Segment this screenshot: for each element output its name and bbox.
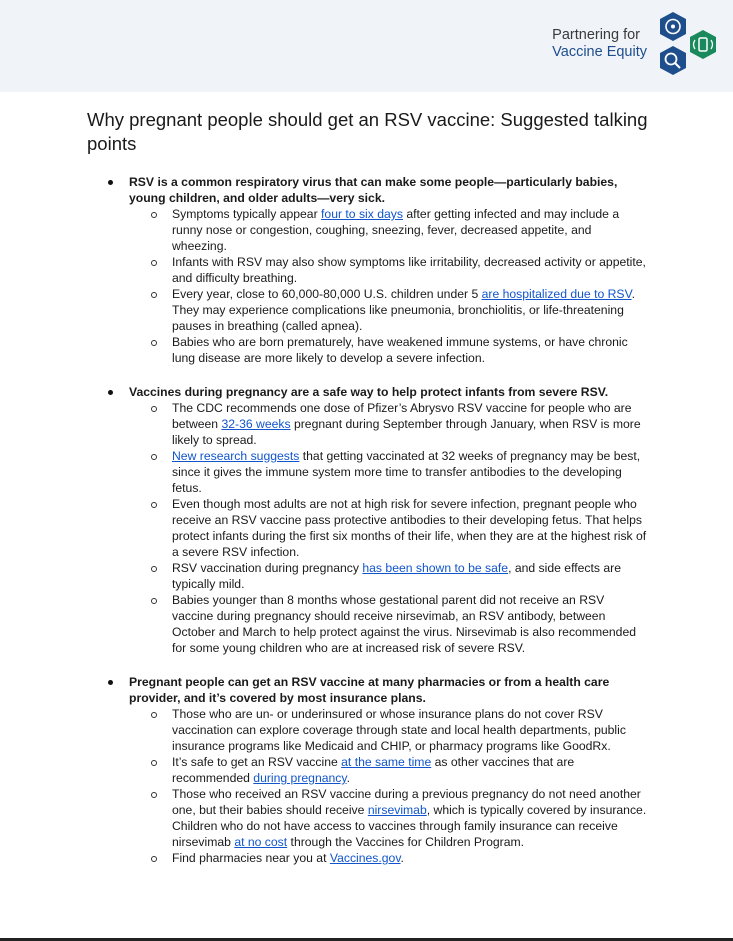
circle-bullet-icon xyxy=(151,260,157,266)
sub-bullet: Find pharmacies near you at Vaccines.gov. xyxy=(172,850,648,866)
sub-bullet: It’s safe to get an RSV vaccine at the same time as other vaccines that are recommended during pregnancy. xyxy=(172,754,648,786)
inline-link[interactable]: are hospitalized due to RSV xyxy=(481,287,632,301)
sub-bullet: The CDC recommends one dose of Pfizer’s Abrysvo RSV vaccine for people who are between 32-36 weeks pregnant during September through January, when RSV is more likely to spread. xyxy=(172,400,648,448)
circle-bullet-icon xyxy=(151,566,157,572)
page-header xyxy=(0,0,733,92)
inline-link[interactable]: at the same time xyxy=(341,755,432,769)
section-access-coverage xyxy=(0,674,733,866)
talking-points xyxy=(0,174,733,866)
inline-link[interactable]: four to six days xyxy=(321,207,403,221)
section-lead: Vaccines during pregnancy are a safe way to help protect infants from severe RSV. xyxy=(129,385,609,399)
circle-bullet-icon xyxy=(151,292,157,298)
sub-bullet: Babies who are born prematurely, have weakened immune systems, or have chronic lung disease are more likely to develop a severe infection. xyxy=(172,334,648,366)
circle-bullet-icon xyxy=(151,340,157,346)
sub-bullet: Those who received an RSV vaccine during a previous pregnancy do not need another one, but their babies should receive nirsevimab, which is typically covered by insurance. Children who do not have access to vaccines through family insurance can receive nirsevimab at no cost through the Vaccines for Children Program. xyxy=(172,786,648,850)
section-vaccine-safety xyxy=(0,384,733,656)
sub-bullet: RSV vaccination during pregnancy has been shown to be safe, and side effects are typically mild. xyxy=(172,560,648,592)
sub-bullet: New research suggests that getting vaccinated at 32 weeks of pregnancy may be best, since it gives the immune system more time to transfer antibodies to the developing fetus. xyxy=(172,448,648,496)
partnering-logo-icon xyxy=(651,10,723,80)
inline-link[interactable]: nirsevimab xyxy=(367,803,427,817)
brand-line-1: Partnering for xyxy=(552,27,641,43)
brand-line-2: Vaccine Equity xyxy=(552,44,647,60)
sub-bullet: Even though most adults are not at high risk for severe infection, pregnant people who receive an RSV vaccine pass protective antibodies to their developing fetus. That helps protect infants during the first six months of their life, when they are at the highest risk of a severe RSV infection. xyxy=(172,496,648,560)
circle-bullet-icon xyxy=(151,712,157,718)
bullet-dot xyxy=(108,390,113,395)
sub-bullet: Every year, close to 60,000-80,000 U.S. children under 5 are hospitalized due to RSV. They may experience complications like pneumonia, bronchiolitis, or life-threatening pauses in breathing (called apnea). xyxy=(172,286,648,334)
inline-link[interactable]: at no cost xyxy=(234,835,288,849)
bullet-dot xyxy=(108,680,113,685)
section-rsv-overview xyxy=(0,174,733,366)
inline-link[interactable]: New research suggests xyxy=(172,449,300,463)
section-lead: Pregnant people can get an RSV vaccine at many pharmacies or from a health care provider, and it’s covered by most insurance plans. xyxy=(129,675,610,705)
sub-bullet: Symptoms typically appear four to six days after getting infected and may include a runny nose or congestion, coughing, sneezing, fever, decreased appetite, and wheezing. xyxy=(172,206,648,254)
sub-bullet: Those who are un- or underinsured or whose insurance plans do not cover RSV vaccination can explore coverage through state and local health departments, public insurance programs like Medicaid and CHIP, or pharmacy programs like GoodRx. xyxy=(172,706,648,754)
circle-bullet-icon xyxy=(151,212,157,218)
inline-link[interactable]: Vaccines.gov xyxy=(329,851,401,865)
circle-bullet-icon xyxy=(151,454,157,460)
circle-bullet-icon xyxy=(151,760,157,766)
inline-link[interactable]: has been shown to be safe xyxy=(362,561,509,575)
sub-bullet: Babies younger than 8 months whose gestational parent did not receive an RSV vaccine during pregnancy should receive nirsevimab, an RSV antibody, between October and March to help protect against the virus. Nirsevimab is also recommended for some young children who are at increased risk of severe RSV. xyxy=(172,592,648,656)
circle-bullet-icon xyxy=(151,856,157,862)
brand-wordmark xyxy=(552,27,647,61)
sub-bullet: Infants with RSV may also show symptoms like irritability, decreased activity or appetite, and difficulty breathing. xyxy=(172,254,648,286)
section-lead: RSV is a common respiratory virus that can make some people—particularly babies, young children, and older adults—very sick. xyxy=(129,175,618,205)
inline-link[interactable]: during pregnancy xyxy=(253,771,347,785)
bullet-dot xyxy=(108,180,113,185)
inline-link[interactable]: 32-36 weeks xyxy=(221,417,291,431)
circle-bullet-icon xyxy=(151,406,157,412)
circle-bullet-icon xyxy=(151,792,157,798)
sub-list xyxy=(0,400,733,656)
page-title: Why pregnant people should get an RSV vaccine: Suggested talking points xyxy=(87,109,648,154)
circle-bullet-icon xyxy=(151,598,157,604)
sub-list xyxy=(0,706,733,866)
circle-bullet-icon xyxy=(151,502,157,508)
sub-list xyxy=(0,206,733,366)
